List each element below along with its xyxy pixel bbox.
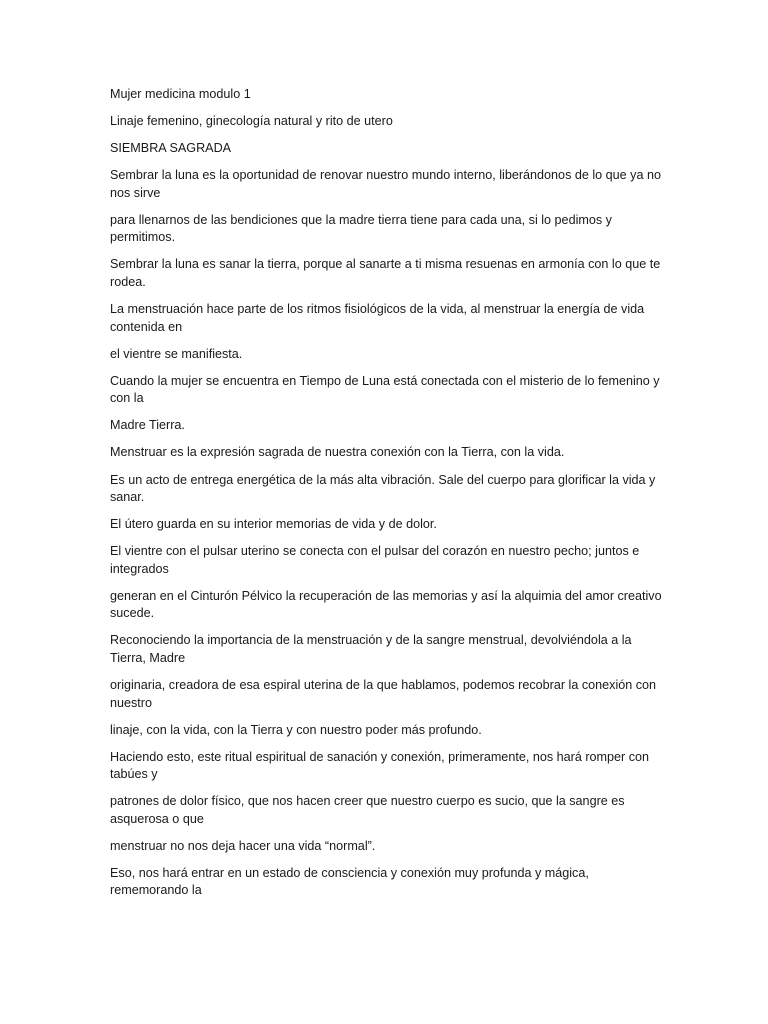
paragraph: menstruar no nos deja hacer una vida “normal”. — [110, 838, 376, 853]
paragraph: Sembrar la luna es la oportunidad de renovar nuestro mundo interno, liberándonos de lo que ya no nos sirve — [110, 168, 661, 200]
paragraph: originaria, creadora de esa espiral uterina de la que hablamos, podemos recobrar la conexión con nuestro — [110, 678, 657, 710]
paragraph: Menstruar es la expresión sagrada de nuestra conexión con la Tierra, con la vida. — [110, 445, 565, 460]
paragraph: patrones de dolor físico, que nos hacen creer que nuestro cuerpo es sucio, que la sangre es asquerosa o que — [110, 794, 625, 826]
paragraph: Haciendo esto, este ritual espiritual de sanación y conexión, primeramente, nos hará romper con tabúes y — [110, 749, 650, 782]
paragraph: Es un acto de entrega energética de la más alta vibración. Sale del cuerpo para glorificar la vida y sanar. — [110, 472, 656, 505]
paragraph: El vientre con el pulsar uterino se conecta con el pulsar del corazón en nuestro pecho; juntos e integrados — [110, 544, 640, 576]
document-body — [110, 86, 666, 910]
paragraph: Cuando la mujer se encuentra en Tiempo de Luna está conectada con el misterio de lo femenino y con la — [110, 373, 660, 406]
doc-title: Mujer medicina modulo 1 — [110, 87, 251, 101]
doc-subtitle: Linaje femenino, ginecología natural y rito de utero — [110, 114, 393, 129]
paragraph: el vientre se manifiesta. — [110, 346, 243, 361]
paragraph: La menstruación hace parte de los ritmos fisiológicos de la vida, al menstruar la energía de vida contenida en — [110, 302, 645, 334]
paragraph: generan en el Cinturón Pélvico la recuperación de las memorias y así la alquimia del amor creativo sucede. — [110, 588, 662, 621]
paragraph: linaje, con la vida, con la Tierra y con nuestro poder más profundo. — [110, 722, 482, 737]
paragraph: El útero guarda en su interior memorias de vida y de dolor. — [110, 517, 437, 532]
paragraph: Eso, nos hará entrar en un estado de consciencia y conexión muy profunda y mágica, rememorando la — [110, 865, 589, 898]
section-heading: SIEMBRA SAGRADA — [110, 141, 232, 156]
paragraph: Madre Tierra. — [110, 418, 185, 433]
paragraph: Reconociendo la importancia de la menstruación y de la sangre menstrual, devolviéndola a la Tierra, Madre — [110, 633, 632, 665]
paragraph: Sembrar la luna es sanar la tierra, porque al sanarte a ti misma resuenas en armonía con lo que te rodea. — [110, 257, 661, 289]
paragraph: para llenarnos de las bendiciones que la madre tierra tiene para cada una, si lo pedimos y permitimos. — [110, 212, 612, 245]
